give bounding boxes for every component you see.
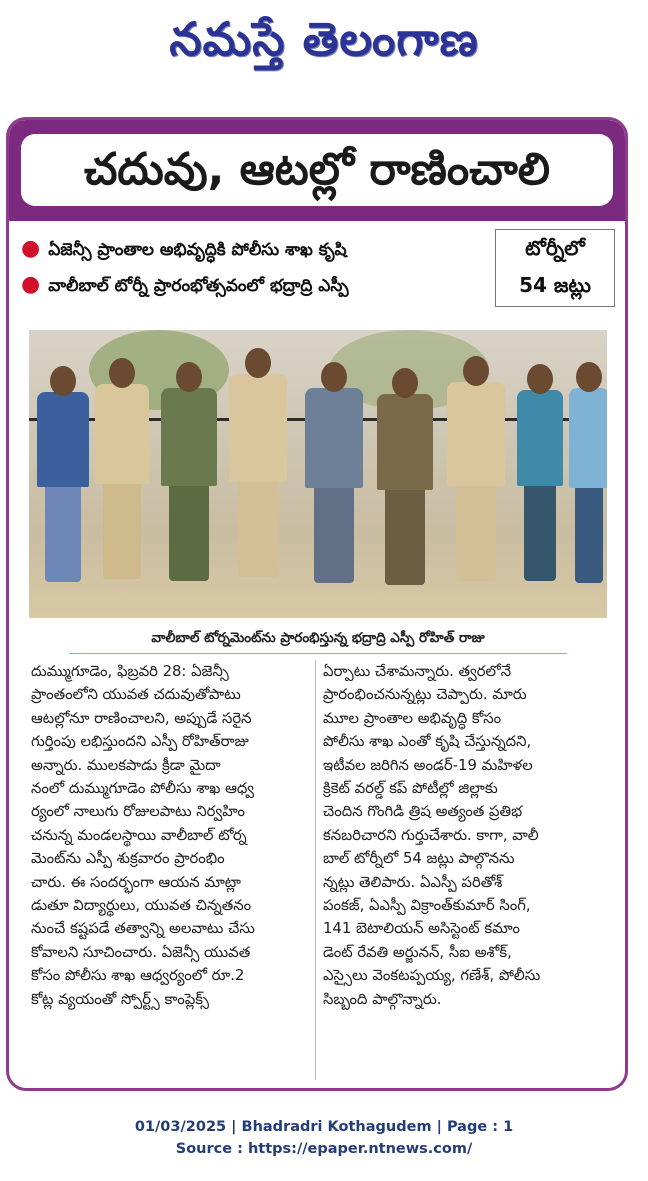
page-footer: [0, 1116, 648, 1160]
photo-person: [305, 388, 363, 488]
article-line: ర్యంలో నాలుగు రోజులపాటు నిర్వహిం: [31, 803, 245, 821]
article-line: ప్రాంతంలోని యువత చదువుతోపాటు: [31, 686, 241, 704]
article-line: నంలో దుమ్ముగూడెం పోలీసు శాఖ ఆధ్వ: [31, 780, 255, 798]
article-line: గుర్తింపు లభిస్తుందని ఎస్పీ రోహిత్‌రాజు: [31, 733, 249, 751]
news-photo: [29, 330, 607, 618]
photo-person: [377, 394, 433, 490]
article-line: కోవాలని సూచించారు. ఏజెన్సీ యువత: [31, 943, 251, 961]
article-line: కోట్ల వ్యయంతో స్పోర్ట్స్ కాంప్లెక్స్: [31, 990, 209, 1008]
article-line: మెంట్‌ను ఎస్పీ శుక్రవారం ప్రారంభిం: [31, 850, 225, 868]
article-headline: చదువు, ఆటల్లో రాణించాలి: [21, 134, 613, 206]
photo-caption: వాలీబాల్ టోర్నమెంట్‌ను ప్రారంభిస్తున్న భద్రాద్రి ఎస్పీ రోహిత్ రాజు: [69, 623, 567, 654]
photo-person: [161, 388, 217, 486]
bullet-icon: ●: [21, 236, 41, 261]
photo-person: [569, 388, 607, 488]
photo-person: [95, 384, 149, 484]
headline-banner: [9, 120, 625, 221]
highlight-bullets: [21, 231, 489, 303]
photo-person: [229, 374, 287, 482]
highlight-bullet: [21, 267, 489, 303]
article-line: దుమ్ముగూడెం, ఫిబ్రవరి 28: ఏజెన్సీ: [31, 663, 229, 680]
column-divider: [315, 660, 316, 1080]
article-line: 141 బెటాలియన్ అసిస్టెంట్ కమాం: [323, 920, 520, 938]
article-line: మూల ప్రాంతాల అభివృద్ధి కోసం: [323, 709, 502, 727]
photo-person: [447, 382, 505, 486]
teams-tag-box: [495, 229, 615, 307]
article-line: అన్నారు. ములకపాడు క్రీడా మైదా: [31, 756, 221, 774]
article-line: న్నట్లు తెలిపారు. ఏఎస్పీ పరితోశ్: [323, 873, 503, 891]
article-line: చనున్న మండలస్థాయి వాలీబాల్ టోర్న: [31, 826, 247, 844]
article-line: సిబ్బంది పాల్గొన్నారు.: [323, 990, 442, 1008]
article-column-right: [323, 660, 603, 1011]
photo-person: [37, 392, 89, 487]
bullet-icon: ●: [21, 272, 41, 297]
article-line: నుంచే కష్టపడే తత్వాన్ని అలవాటు చేసు: [31, 920, 255, 938]
footer-source-link[interactable]: Source : https://epaper.ntnews.com/: [175, 1141, 473, 1157]
article-line: చారు. ఈ సందర్భంగా ఆయన మాట్లా: [31, 873, 241, 891]
newspaper-masthead: నమస్తే తెలంగాణ: [169, 12, 479, 66]
article-column-left: [31, 660, 311, 1011]
article-line: బాల్ టోర్నీలో 54 జట్లు పాల్గొనను: [323, 850, 515, 868]
tag-line-1: టోర్నీలో: [525, 236, 585, 260]
bullet-text: వాలీబాల్ టోర్నీ ప్రారంభోత్సవంలో భద్రాద్రి ఎస్పీ: [48, 276, 349, 296]
article-line: డెంట్ రేవతి అర్జునన్, సీఐ అశోక్,: [323, 943, 512, 961]
news-clipping: [6, 117, 628, 1091]
bullet-text: ఏజెన్సీ ప్రాంతాల అభివృద్ధికి పోలీసు శాఖ కృషి: [48, 240, 347, 260]
article-line: ఏర్పాటు చేశామన్నారు. త్వరలోనే: [323, 663, 512, 680]
article-line: ఎస్సైలు వెంకటప్పయ్య, గణేశ్, పోలీసు: [323, 967, 541, 985]
photo-person: [517, 390, 563, 486]
footer-edition-info: 01/03/2025 | Bhadradri Kothagudem | Page : 1: [134, 1119, 514, 1135]
tag-line-2: 54 జట్లు: [519, 273, 591, 297]
article-line: ఇటీవల జరిగిన అండర్-19 మహిళల: [323, 756, 533, 774]
article-line: పంకజ్, ఏఎస్పీ విక్రాంత్‌కుమార్ సింగ్,: [323, 897, 531, 915]
subheadline-block: [9, 221, 625, 316]
article-line: కనబరిచారని గుర్తుచేశారు. కాగా, వాలీ: [323, 826, 539, 844]
article-line: ఆటల్లోనూ రాణించాలని, అప్పుడే సరైన: [31, 709, 252, 727]
article-line: చెందిన గొంగిడి త్రిష అత్యంత ప్రతిభ: [323, 803, 523, 821]
article-line: ప్రారంభించనున్నట్లు చెప్పారు. మారు: [323, 686, 527, 704]
article-line: డుతూ విద్యార్థులు, యువత చిన్నతనం: [31, 897, 252, 915]
article-line: కోసం పోలీసు శాఖ ఆధ్వర్యంలో రూ.2: [31, 967, 245, 985]
article-line: క్రికెట్ వరల్డ్ కప్ పోటీల్లో జిల్లాకు: [323, 780, 498, 798]
highlight-bullet: [21, 231, 489, 267]
article-line: పోలీసు శాఖ ఎంతో కృషి చేస్తున్నదని,: [323, 733, 532, 751]
